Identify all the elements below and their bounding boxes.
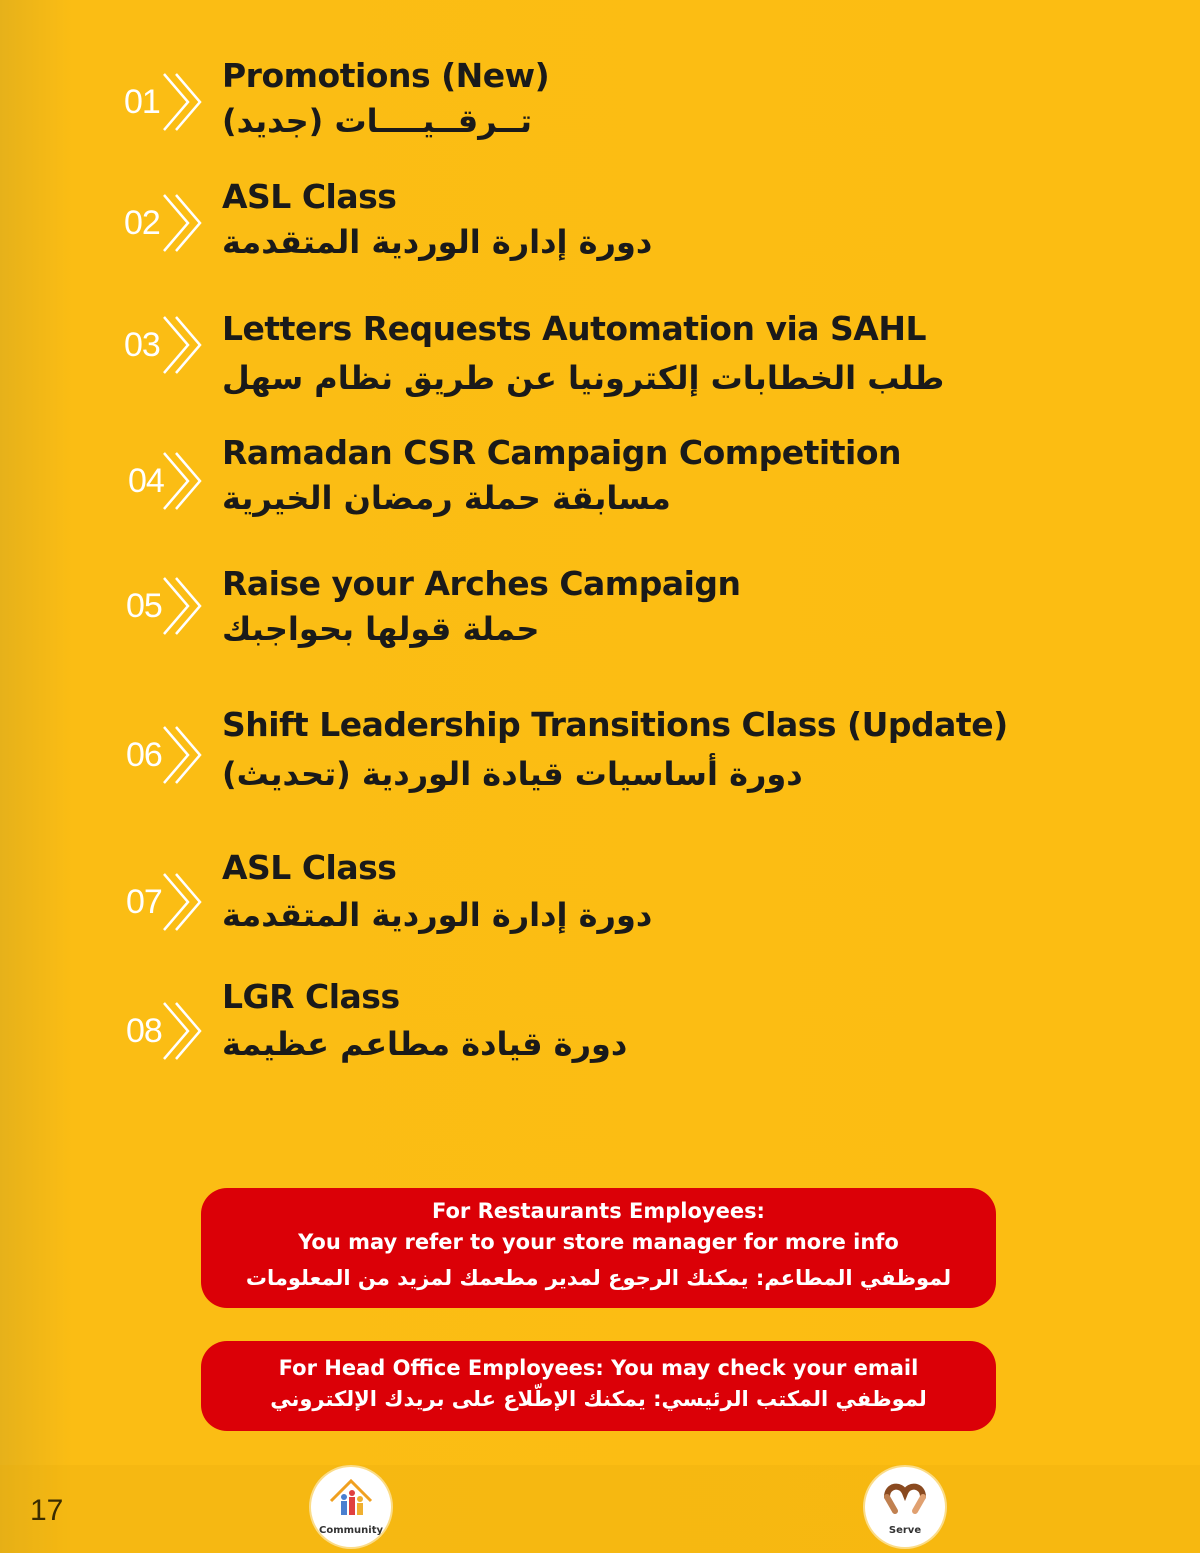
notice-head-office-arabic: لموظفي المكتب الرئيسي: يمكنك الإطّلاع على بريدك الإلكتروني (270, 1387, 927, 1411)
agenda-item-06 (0, 705, 1200, 815)
item-title-arabic: دورة إدارة الوردية المتقدمة (222, 223, 653, 261)
agenda-item-08 (0, 977, 1200, 1087)
item-title-arabic: حملة قولها بحواجبك (222, 610, 540, 648)
notice-restaurants-arabic: لموظفي المطاعم: يمكنك الرجوع لمدير مطعمك لمزيد من المعلومات (245, 1266, 952, 1290)
item-number: 06 (126, 736, 162, 774)
item-title-arabic: دورة قيادة مطاعم عظيمة (222, 1025, 628, 1063)
agenda-item-03 (0, 309, 1200, 419)
item-number: 07 (126, 883, 162, 921)
item-title-arabic: مسابقة حملة رمضان الخيرية (222, 479, 671, 517)
double-chevron-right-icon (158, 574, 206, 638)
item-number: 03 (124, 326, 160, 364)
head-office-employees-notice (201, 1341, 996, 1431)
double-chevron-right-icon (158, 449, 206, 513)
item-title-english: Promotions (New) (222, 56, 550, 95)
item-title-english: Raise your Arches Campaign (222, 564, 741, 603)
double-chevron-right-icon (158, 70, 206, 134)
notice-head-office-english: For Head Office Employees: You may check your email (278, 1356, 919, 1380)
double-chevron-right-icon (158, 870, 206, 934)
notice-restaurants-heading: For Restaurants Employees: (432, 1199, 765, 1223)
item-title-arabic: دورة إدارة الوردية المتقدمة (222, 896, 653, 934)
item-title-arabic: تــرقــيــــات (جديد) (222, 102, 533, 140)
item-title-arabic: دورة أساسيات قيادة الوردية (تحديث) (222, 755, 803, 793)
double-chevron-right-icon (158, 999, 206, 1063)
item-title-english: ASL Class (222, 177, 397, 216)
item-number: 05 (126, 587, 162, 625)
notice-restaurants-english: You may refer to your store manager for more info (298, 1230, 899, 1254)
agenda-item-02 (0, 177, 1200, 287)
agenda-item-04 (0, 433, 1200, 543)
agenda-item-01 (0, 56, 1200, 166)
item-number: 04 (128, 462, 164, 500)
item-title-english: Shift Leadership Transitions Class (Update) (222, 705, 1008, 744)
agenda-item-07 (0, 848, 1200, 958)
serve-label: Serve (888, 1525, 922, 1536)
heart-hands-icon (865, 1467, 945, 1527)
item-title-arabic: طلب الخطابات إلكترونيا عن طريق نظام سهل (222, 359, 945, 397)
item-number: 08 (126, 1012, 162, 1050)
serve-badge (865, 1467, 945, 1547)
item-title-english: Ramadan CSR Campaign Competition (222, 433, 901, 472)
item-number: 01 (124, 83, 160, 121)
double-chevron-right-icon (158, 313, 206, 377)
restaurants-employees-notice (201, 1188, 996, 1308)
double-chevron-right-icon (158, 191, 206, 255)
agenda-item-05 (0, 564, 1200, 674)
community-label: Community (318, 1525, 383, 1536)
item-title-english: ASL Class (222, 848, 397, 887)
item-title-english: Letters Requests Automation via SAHL (222, 309, 926, 348)
community-badge (311, 1467, 391, 1547)
item-number: 02 (124, 204, 160, 242)
community-house-icon (311, 1467, 391, 1527)
page-number: 17 (30, 1494, 64, 1527)
item-title-english: LGR Class (222, 977, 400, 1016)
double-chevron-right-icon (158, 723, 206, 787)
footer-band (0, 1465, 1200, 1553)
